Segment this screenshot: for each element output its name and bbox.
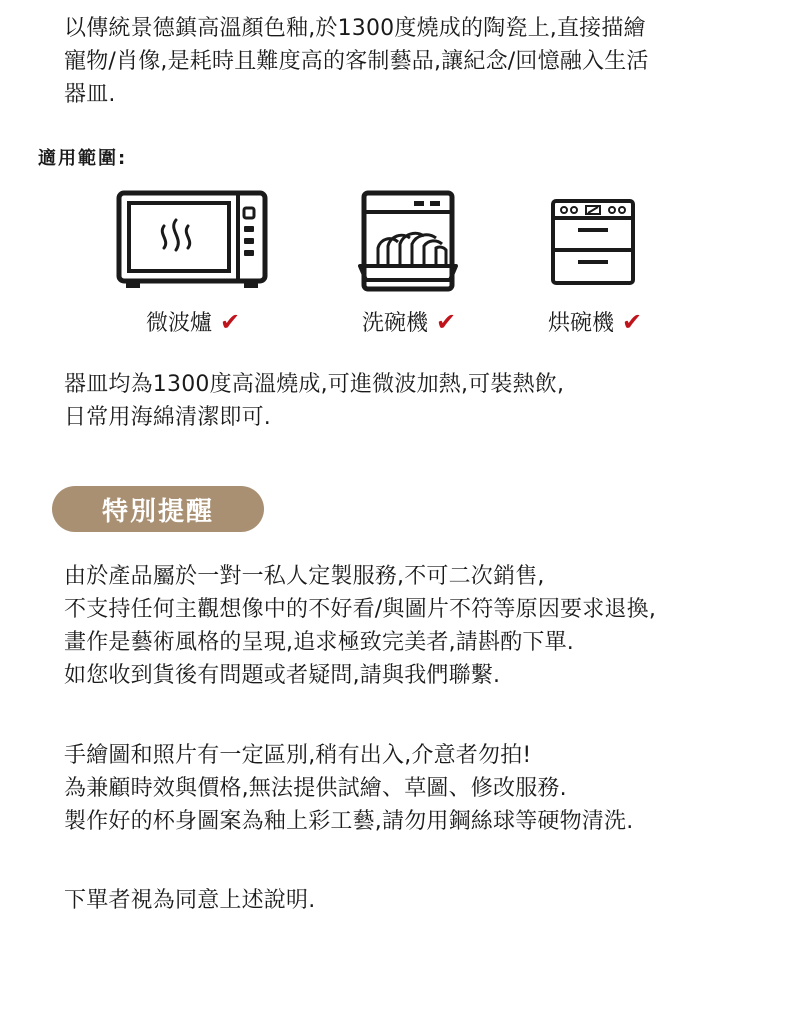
intro-line: 器皿. xyxy=(64,82,116,107)
checkmark-icon: ✔ xyxy=(220,308,241,336)
intro-line: 以傳統景德鎮高溫顏色釉,於1300度燒成的陶瓷上,直接描繪 xyxy=(64,16,646,41)
appliance-name: 洗碗機 xyxy=(362,311,429,336)
notice-line: 製作好的杯身圖案為釉上彩工藝,請勿用鋼絲球等硬物清洗. xyxy=(64,809,634,834)
notice-line: 由於產品屬於一對一私人定製服務,不可二次銷售, xyxy=(64,564,545,589)
notice-line: 不支持任何主觀想像中的不好看/與圖片不符等原因要求退換, xyxy=(64,597,657,622)
temperature-paragraph xyxy=(64,368,564,434)
notice-line: 手繪圖和照片有一定區別,稍有出入,介意者勿拍! xyxy=(64,743,532,768)
temperature-line: 日常用海綿清潔即可. xyxy=(64,405,271,430)
appliance-label-microwave xyxy=(146,306,240,337)
notice-paragraph-1 xyxy=(64,560,656,692)
notice-paragraph-3 xyxy=(64,884,315,917)
notice-title-badge: 特別提醒 xyxy=(52,486,264,532)
scope-heading: 適用範圍: xyxy=(38,148,128,169)
dish-dryer-icon xyxy=(550,198,636,288)
microwave-icon xyxy=(116,190,268,292)
notice-line: 為兼顧時效與價格,無法提供試繪、草圖、修改服務. xyxy=(64,776,567,801)
dishwasher-icon xyxy=(358,190,458,292)
notice-paragraph-2 xyxy=(64,739,633,838)
appliance-name: 微波爐 xyxy=(146,311,213,336)
intro-paragraph xyxy=(64,12,649,111)
notice-line: 下單者視為同意上述說明. xyxy=(64,888,316,913)
intro-line: 寵物/肖像,是耗時且難度高的客制藝品,讓紀念/回憶融入生活 xyxy=(64,49,649,74)
notice-line: 如您收到貨後有問題或者疑問,請與我們聯繫. xyxy=(64,663,501,688)
notice-line: 畫作是藝術風格的呈現,追求極致完美者,請斟酌下單. xyxy=(64,630,574,655)
checkmark-icon: ✔ xyxy=(622,308,643,336)
appliance-label-dishwasher xyxy=(362,306,456,337)
temperature-line: 器皿均為1300度高溫燒成,可進微波加熱,可裝熱飲, xyxy=(64,372,565,397)
appliance-name: 烘碗機 xyxy=(548,311,615,336)
checkmark-icon: ✔ xyxy=(436,308,457,336)
appliance-label-dish-dryer xyxy=(548,306,642,337)
